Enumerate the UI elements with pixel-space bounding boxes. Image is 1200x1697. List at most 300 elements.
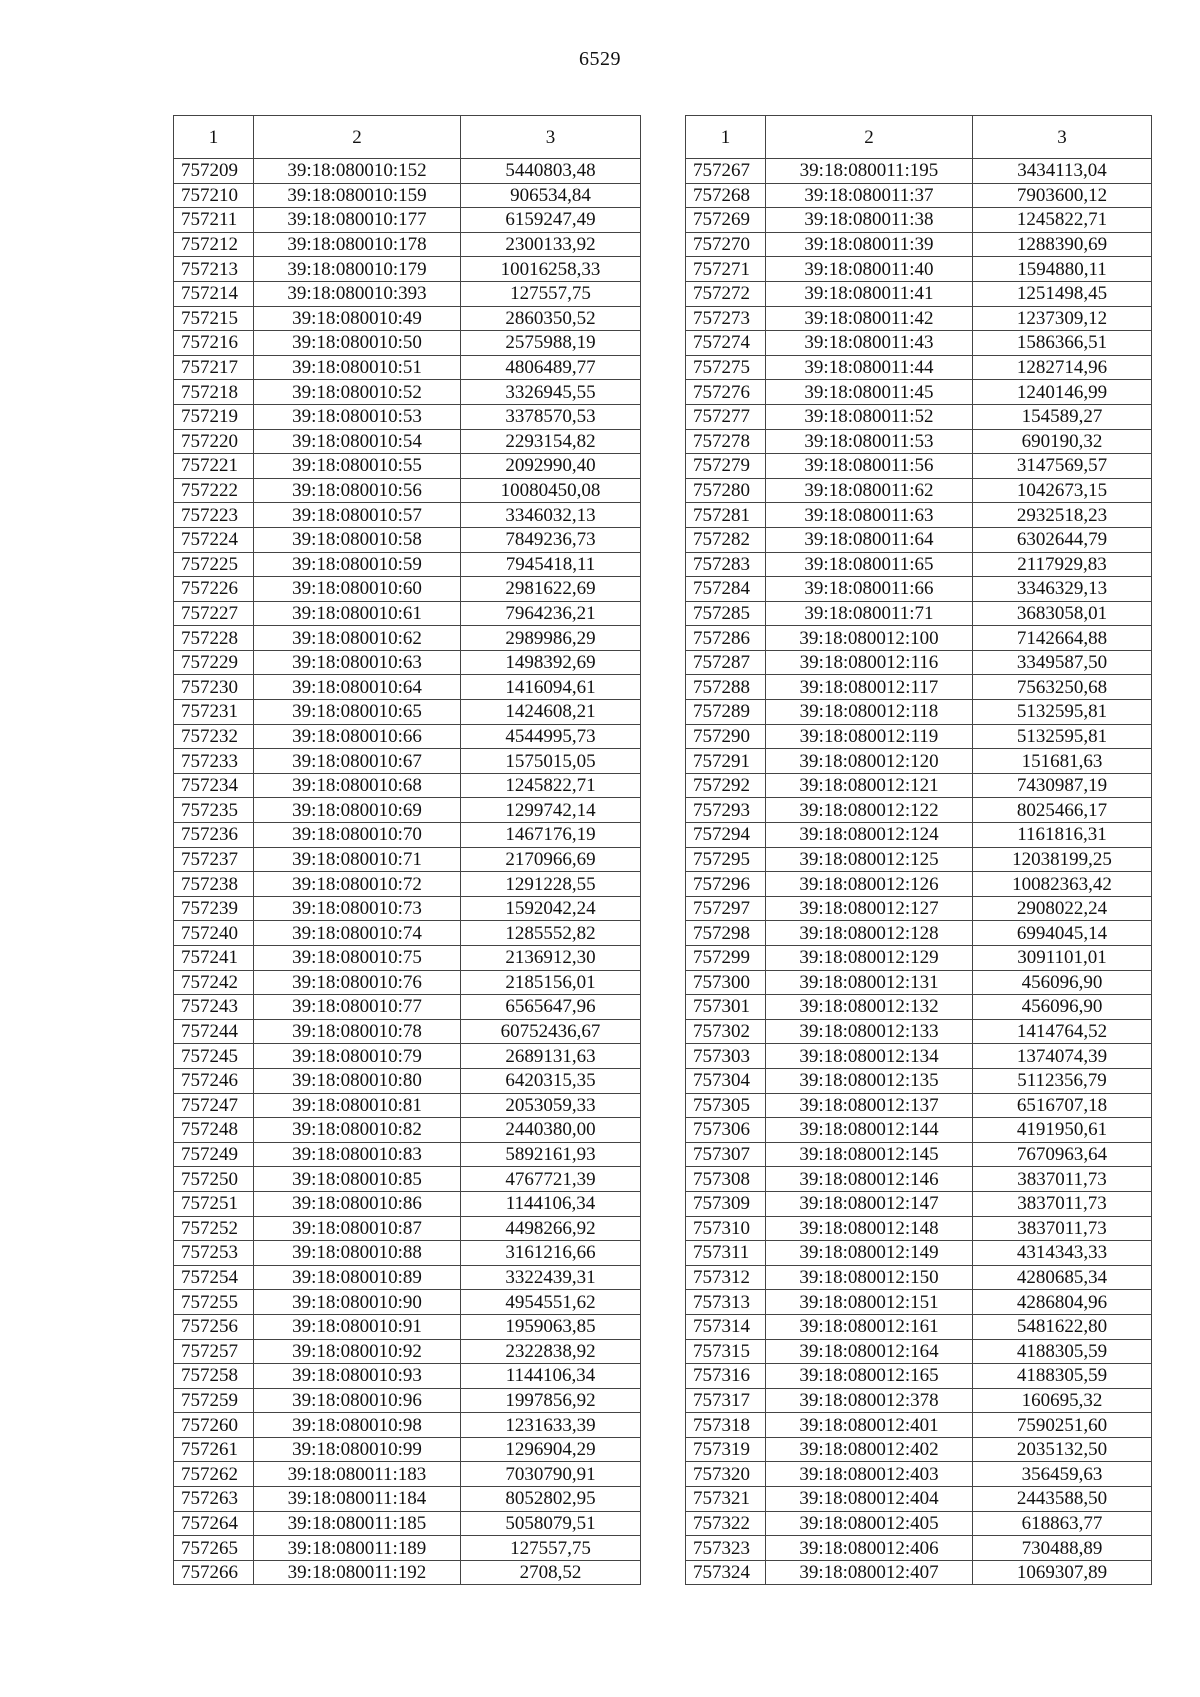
cadastral-number-cell: 39:18:080010:61 [254, 601, 461, 626]
cadastral-number-cell: 39:18:080011:71 [766, 601, 973, 626]
value-cell: 4280685,34 [973, 1265, 1152, 1290]
table-row [686, 527, 1152, 552]
row-number-cell: 757293 [686, 798, 766, 823]
row-number-cell: 757224 [174, 527, 254, 552]
cadastral-number-cell: 39:18:080010:67 [254, 749, 461, 774]
cadastral-number-cell: 39:18:080010:99 [254, 1437, 461, 1462]
row-number-cell: 757240 [174, 921, 254, 946]
cadastral-number-cell: 39:18:080011:38 [766, 208, 973, 233]
cadastral-number-cell: 39:18:080012:132 [766, 995, 973, 1020]
row-number-cell: 757285 [686, 601, 766, 626]
table-row [686, 208, 1152, 233]
table-row [686, 1437, 1152, 1462]
value-cell: 3349587,50 [973, 650, 1152, 675]
value-cell: 1586366,51 [973, 331, 1152, 356]
value-cell: 4188305,59 [973, 1364, 1152, 1389]
value-cell: 1575015,05 [461, 749, 641, 774]
value-cell: 2440380,00 [461, 1118, 641, 1143]
cadastral-number-cell: 39:18:080012:145 [766, 1142, 973, 1167]
value-cell: 8052802,95 [461, 1487, 641, 1512]
value-cell: 3837011,73 [973, 1216, 1152, 1241]
row-number-cell: 757314 [686, 1314, 766, 1339]
row-number-cell: 757209 [174, 159, 254, 184]
row-number-cell: 757212 [174, 232, 254, 257]
row-number-cell: 757237 [174, 847, 254, 872]
row-number-cell: 757226 [174, 577, 254, 602]
table-left [173, 115, 641, 1585]
cadastral-number-cell: 39:18:080012:146 [766, 1167, 973, 1192]
value-cell: 3161216,66 [461, 1241, 641, 1266]
cadastral-number-cell: 39:18:080011:43 [766, 331, 973, 356]
cadastral-number-cell: 39:18:080012:128 [766, 921, 973, 946]
cadastral-number-cell: 39:18:080010:50 [254, 331, 461, 356]
row-number-cell: 757228 [174, 626, 254, 651]
value-cell: 690190,32 [973, 429, 1152, 454]
table-row [174, 1241, 641, 1266]
value-cell: 2185156,01 [461, 970, 641, 995]
row-number-cell: 757301 [686, 995, 766, 1020]
value-cell: 1042673,15 [973, 478, 1152, 503]
row-number-cell: 757220 [174, 429, 254, 454]
row-number-cell: 757231 [174, 700, 254, 725]
value-cell: 456096,90 [973, 970, 1152, 995]
value-cell: 1594880,11 [973, 257, 1152, 282]
row-number-cell: 757287 [686, 650, 766, 675]
cadastral-number-cell: 39:18:080012:117 [766, 675, 973, 700]
cadastral-number-cell: 39:18:080010:55 [254, 454, 461, 479]
row-number-cell: 757253 [174, 1241, 254, 1266]
row-number-cell: 757295 [686, 847, 766, 872]
cadastral-number-cell: 39:18:080010:56 [254, 478, 461, 503]
table-row [174, 970, 641, 995]
cadastral-number-cell: 39:18:080010:88 [254, 1241, 461, 1266]
cadastral-number-cell: 39:18:080010:152 [254, 159, 461, 184]
row-number-cell: 757310 [686, 1216, 766, 1241]
value-cell: 2708,52 [461, 1560, 641, 1585]
cadastral-number-cell: 39:18:080011:42 [766, 306, 973, 331]
row-number-cell: 757324 [686, 1560, 766, 1585]
value-cell: 1245822,71 [461, 773, 641, 798]
row-number-cell: 757263 [174, 1487, 254, 1512]
row-number-cell: 757241 [174, 946, 254, 971]
row-number-cell: 757286 [686, 626, 766, 651]
table-row [174, 503, 641, 528]
row-number-cell: 757306 [686, 1118, 766, 1143]
cadastral-number-cell: 39:18:080010:62 [254, 626, 461, 651]
column-header-3: 3 [973, 116, 1152, 159]
value-cell: 5132595,81 [973, 724, 1152, 749]
row-number-cell: 757292 [686, 773, 766, 798]
table-row [686, 1265, 1152, 1290]
row-number-cell: 757248 [174, 1118, 254, 1143]
value-cell: 3837011,73 [973, 1191, 1152, 1216]
table-row [686, 847, 1152, 872]
table-row [174, 1339, 641, 1364]
table-row [686, 404, 1152, 429]
cadastral-number-cell: 39:18:080010:86 [254, 1191, 461, 1216]
cadastral-number-cell: 39:18:080010:177 [254, 208, 461, 233]
value-cell: 1245822,71 [973, 208, 1152, 233]
row-number-cell: 757321 [686, 1487, 766, 1512]
row-number-cell: 757218 [174, 380, 254, 405]
value-cell: 160695,32 [973, 1388, 1152, 1413]
table-row [686, 675, 1152, 700]
row-number-cell: 757296 [686, 872, 766, 897]
row-number-cell: 757215 [174, 306, 254, 331]
row-number-cell: 757308 [686, 1167, 766, 1192]
table-row [174, 404, 641, 429]
table-row [174, 306, 641, 331]
value-cell: 1288390,69 [973, 232, 1152, 257]
row-number-cell: 757221 [174, 454, 254, 479]
table-row [686, 896, 1152, 921]
table-row [174, 1265, 641, 1290]
value-cell: 2322838,92 [461, 1339, 641, 1364]
value-cell: 7903600,12 [973, 183, 1152, 208]
value-cell: 127557,75 [461, 281, 641, 306]
table-row [686, 159, 1152, 184]
table-row [174, 626, 641, 651]
table-row [174, 946, 641, 971]
row-number-cell: 757273 [686, 306, 766, 331]
value-cell: 4286804,96 [973, 1290, 1152, 1315]
row-number-cell: 757312 [686, 1265, 766, 1290]
row-number-cell: 757236 [174, 823, 254, 848]
row-number-cell: 757255 [174, 1290, 254, 1315]
column-header-2: 2 [254, 116, 461, 159]
cadastral-number-cell: 39:18:080010:75 [254, 946, 461, 971]
value-cell: 1240146,99 [973, 380, 1152, 405]
row-number-cell: 757242 [174, 970, 254, 995]
row-number-cell: 757319 [686, 1437, 766, 1462]
table-row [174, 1413, 641, 1438]
table-row [686, 798, 1152, 823]
row-number-cell: 757318 [686, 1413, 766, 1438]
row-number-cell: 757246 [174, 1068, 254, 1093]
cadastral-number-cell: 39:18:080010:393 [254, 281, 461, 306]
value-cell: 3326945,55 [461, 380, 641, 405]
value-cell: 1282714,96 [973, 355, 1152, 380]
value-cell: 1144106,34 [461, 1364, 641, 1389]
row-number-cell: 757256 [174, 1314, 254, 1339]
table-row [686, 1536, 1152, 1561]
table-row [174, 1093, 641, 1118]
cadastral-number-cell: 39:18:080011:56 [766, 454, 973, 479]
cadastral-number-cell: 39:18:080012:124 [766, 823, 973, 848]
table-row [174, 1462, 641, 1487]
row-number-cell: 757259 [174, 1388, 254, 1413]
table-row [174, 552, 641, 577]
value-cell: 1592042,24 [461, 896, 641, 921]
cadastral-number-cell: 39:18:080011:39 [766, 232, 973, 257]
cadastral-number-cell: 39:18:080012:131 [766, 970, 973, 995]
table-row [174, 454, 641, 479]
cadastral-number-cell: 39:18:080012:164 [766, 1339, 973, 1364]
cadastral-number-cell: 39:18:080010:83 [254, 1142, 461, 1167]
value-cell: 2136912,30 [461, 946, 641, 971]
row-number-cell: 757219 [174, 404, 254, 429]
cadastral-number-cell: 39:18:080012:116 [766, 650, 973, 675]
value-cell: 2117929,83 [973, 552, 1152, 577]
row-number-cell: 757262 [174, 1462, 254, 1487]
cadastral-number-cell: 39:18:080010:64 [254, 675, 461, 700]
cadastral-number-cell: 39:18:080010:98 [254, 1413, 461, 1438]
table-row [686, 1511, 1152, 1536]
value-cell: 10080450,08 [461, 478, 641, 503]
cadastral-number-cell: 39:18:080010:81 [254, 1093, 461, 1118]
value-cell: 2689131,63 [461, 1044, 641, 1069]
table-row [686, 232, 1152, 257]
cadastral-number-cell: 39:18:080010:78 [254, 1019, 461, 1044]
table-row [174, 1191, 641, 1216]
table-row [174, 995, 641, 1020]
value-cell: 4544995,73 [461, 724, 641, 749]
table-row [686, 1314, 1152, 1339]
cadastral-number-cell: 39:18:080010:92 [254, 1339, 461, 1364]
cadastral-number-cell: 39:18:080010:85 [254, 1167, 461, 1192]
cadastral-number-cell: 39:18:080010:54 [254, 429, 461, 454]
row-number-cell: 757284 [686, 577, 766, 602]
value-cell: 6420315,35 [461, 1068, 641, 1093]
value-cell: 4954551,62 [461, 1290, 641, 1315]
cadastral-number-cell: 39:18:080012:165 [766, 1364, 973, 1389]
table-row [174, 183, 641, 208]
table-row [174, 1437, 641, 1462]
value-cell: 5481622,80 [973, 1314, 1152, 1339]
cadastral-number-cell: 39:18:080010:66 [254, 724, 461, 749]
cadastral-number-cell: 39:18:080010:87 [254, 1216, 461, 1241]
cadastral-number-cell: 39:18:080011:66 [766, 577, 973, 602]
row-number-cell: 757268 [686, 183, 766, 208]
cadastral-number-cell: 39:18:080012:119 [766, 724, 973, 749]
value-cell: 1997856,92 [461, 1388, 641, 1413]
row-number-cell: 757227 [174, 601, 254, 626]
row-number-cell: 757235 [174, 798, 254, 823]
cadastral-number-cell: 39:18:080010:90 [254, 1290, 461, 1315]
row-number-cell: 757307 [686, 1142, 766, 1167]
cadastral-number-cell: 39:18:080011:45 [766, 380, 973, 405]
row-number-cell: 757258 [174, 1364, 254, 1389]
cadastral-number-cell: 39:18:080012:129 [766, 946, 973, 971]
cadastral-number-cell: 39:18:080010:178 [254, 232, 461, 257]
table-row [174, 380, 641, 405]
cadastral-number-cell: 39:18:080012:122 [766, 798, 973, 823]
cadastral-number-cell: 39:18:080012:133 [766, 1019, 973, 1044]
table-row [686, 921, 1152, 946]
row-number-cell: 757315 [686, 1339, 766, 1364]
table-row [686, 183, 1152, 208]
row-number-cell: 757216 [174, 331, 254, 356]
table-row [686, 995, 1152, 1020]
value-cell: 1467176,19 [461, 823, 641, 848]
table-row [686, 380, 1152, 405]
value-cell: 730488,89 [973, 1536, 1152, 1561]
cadastral-number-cell: 39:18:080011:53 [766, 429, 973, 454]
row-number-cell: 757222 [174, 478, 254, 503]
value-cell: 2908022,24 [973, 896, 1152, 921]
table-row [686, 1290, 1152, 1315]
value-cell: 1291228,55 [461, 872, 641, 897]
table-right [685, 115, 1152, 1585]
table-row [686, 1019, 1152, 1044]
row-number-cell: 757257 [174, 1339, 254, 1364]
row-number-cell: 757313 [686, 1290, 766, 1315]
table-row [174, 429, 641, 454]
table-row [686, 1167, 1152, 1192]
cadastral-number-cell: 39:18:080010:82 [254, 1118, 461, 1143]
value-cell: 1161816,31 [973, 823, 1152, 848]
value-cell: 1498392,69 [461, 650, 641, 675]
value-cell: 7563250,68 [973, 675, 1152, 700]
row-number-cell: 757225 [174, 552, 254, 577]
table-row [174, 355, 641, 380]
row-number-cell: 757249 [174, 1142, 254, 1167]
row-number-cell: 757276 [686, 380, 766, 405]
cadastral-number-cell: 39:18:080012:406 [766, 1536, 973, 1561]
value-cell: 2293154,82 [461, 429, 641, 454]
table-row [686, 552, 1152, 577]
value-cell: 1424608,21 [461, 700, 641, 725]
table-row [174, 1487, 641, 1512]
value-cell: 6516707,18 [973, 1093, 1152, 1118]
cadastral-number-cell: 39:18:080011:65 [766, 552, 973, 577]
value-cell: 2989986,29 [461, 626, 641, 651]
value-cell: 7142664,88 [973, 626, 1152, 651]
value-cell: 2860350,52 [461, 306, 641, 331]
value-cell: 2092990,40 [461, 454, 641, 479]
value-cell: 5892161,93 [461, 1142, 641, 1167]
table-row [174, 896, 641, 921]
value-cell: 7590251,60 [973, 1413, 1152, 1438]
value-cell: 4188305,59 [973, 1339, 1152, 1364]
value-cell: 1959063,85 [461, 1314, 641, 1339]
cadastral-number-cell: 39:18:080012:120 [766, 749, 973, 774]
value-cell: 7670963,64 [973, 1142, 1152, 1167]
table-row [174, 1118, 641, 1143]
cadastral-number-cell: 39:18:080011:64 [766, 527, 973, 552]
cadastral-number-cell: 39:18:080010:73 [254, 896, 461, 921]
table-row [174, 478, 641, 503]
cadastral-number-cell: 39:18:080012:137 [766, 1093, 973, 1118]
value-cell: 1237309,12 [973, 306, 1152, 331]
table-row [174, 1511, 641, 1536]
table-row [686, 650, 1152, 675]
cadastral-number-cell: 39:18:080012:147 [766, 1191, 973, 1216]
table-row [686, 306, 1152, 331]
table-row [686, 1044, 1152, 1069]
row-number-cell: 757247 [174, 1093, 254, 1118]
table-row [686, 1068, 1152, 1093]
row-number-cell: 757243 [174, 995, 254, 1020]
row-number-cell: 757288 [686, 675, 766, 700]
page-number: 6529 [579, 48, 621, 70]
cadastral-number-cell: 39:18:080010:63 [254, 650, 461, 675]
value-cell: 356459,63 [973, 1462, 1152, 1487]
cadastral-number-cell: 39:18:080010:89 [254, 1265, 461, 1290]
value-cell: 6994045,14 [973, 921, 1152, 946]
cadastral-number-cell: 39:18:080012:126 [766, 872, 973, 897]
table-row [686, 724, 1152, 749]
cadastral-number-cell: 39:18:080012:403 [766, 1462, 973, 1487]
value-cell: 3378570,53 [461, 404, 641, 429]
row-number-cell: 757245 [174, 1044, 254, 1069]
row-number-cell: 757309 [686, 1191, 766, 1216]
cadastral-number-cell: 39:18:080011:40 [766, 257, 973, 282]
cadastral-number-cell: 39:18:080010:49 [254, 306, 461, 331]
table-row [686, 1413, 1152, 1438]
table-row [174, 1364, 641, 1389]
cadastral-number-cell: 39:18:080011:41 [766, 281, 973, 306]
value-cell: 7945418,11 [461, 552, 641, 577]
value-cell: 2300133,92 [461, 232, 641, 257]
cadastral-number-cell: 39:18:080012:121 [766, 773, 973, 798]
row-number-cell: 757269 [686, 208, 766, 233]
cadastral-number-cell: 39:18:080011:52 [766, 404, 973, 429]
row-number-cell: 757213 [174, 257, 254, 282]
value-cell: 1416094,61 [461, 675, 641, 700]
row-number-cell: 757291 [686, 749, 766, 774]
table-row [174, 724, 641, 749]
value-cell: 3147569,57 [973, 454, 1152, 479]
table-row [686, 577, 1152, 602]
table-row [686, 1118, 1152, 1143]
table-row [686, 1388, 1152, 1413]
cadastral-number-cell: 39:18:080010:52 [254, 380, 461, 405]
value-cell: 4767721,39 [461, 1167, 641, 1192]
row-number-cell: 757299 [686, 946, 766, 971]
cadastral-number-cell: 39:18:080010:71 [254, 847, 461, 872]
cadastral-number-cell: 39:18:080011:44 [766, 355, 973, 380]
cadastral-number-cell: 39:18:080012:135 [766, 1068, 973, 1093]
table-row [686, 823, 1152, 848]
table-row [686, 478, 1152, 503]
cadastral-number-cell: 39:18:080012:404 [766, 1487, 973, 1512]
table-row [174, 1388, 641, 1413]
table-row [686, 1560, 1152, 1585]
table-row [174, 749, 641, 774]
table-row [686, 1241, 1152, 1266]
cadastral-number-cell: 39:18:080012:144 [766, 1118, 973, 1143]
value-cell: 2575988,19 [461, 331, 641, 356]
table-row [686, 970, 1152, 995]
row-number-cell: 757316 [686, 1364, 766, 1389]
cadastral-number-cell: 39:18:080010:74 [254, 921, 461, 946]
value-cell: 3434113,04 [973, 159, 1152, 184]
row-number-cell: 757304 [686, 1068, 766, 1093]
row-number-cell: 757322 [686, 1511, 766, 1536]
value-cell: 5132595,81 [973, 700, 1152, 725]
cadastral-number-cell: 39:18:080010:58 [254, 527, 461, 552]
table-row [174, 159, 641, 184]
value-cell: 7030790,91 [461, 1462, 641, 1487]
row-number-cell: 757260 [174, 1413, 254, 1438]
cadastral-number-cell: 39:18:080012:127 [766, 896, 973, 921]
value-cell: 6302644,79 [973, 527, 1152, 552]
row-number-cell: 757275 [686, 355, 766, 380]
row-number-cell: 757217 [174, 355, 254, 380]
cadastral-number-cell: 39:18:080010:69 [254, 798, 461, 823]
value-cell: 1296904,29 [461, 1437, 641, 1462]
cadastral-number-cell: 39:18:080010:76 [254, 970, 461, 995]
row-number-cell: 757323 [686, 1536, 766, 1561]
table-row [686, 503, 1152, 528]
table-row [174, 1290, 641, 1315]
value-cell: 3346032,13 [461, 503, 641, 528]
cadastral-number-cell: 39:18:080010:93 [254, 1364, 461, 1389]
table-row [174, 650, 641, 675]
value-cell: 10016258,33 [461, 257, 641, 282]
column-header-1: 1 [686, 116, 766, 159]
